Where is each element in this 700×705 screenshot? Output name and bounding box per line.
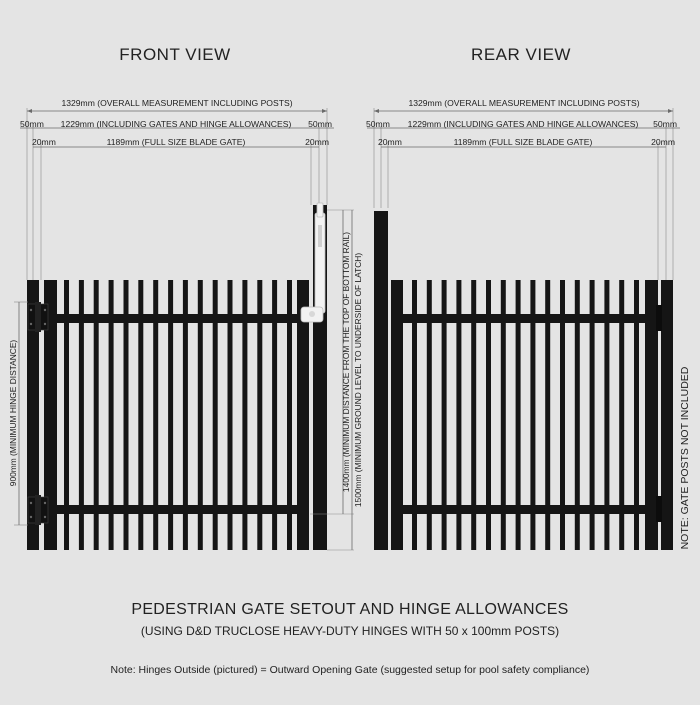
- front-dim-gap-left-label: 20mm: [32, 137, 56, 147]
- rear-dim-post-right-label: 50mm: [653, 119, 677, 129]
- rear-dim-gap-right-label: 20mm: [651, 137, 675, 147]
- front-dim-gap-right-label: 20mm: [305, 137, 329, 147]
- rear-view: [366, 45, 691, 550]
- front-dim-overall: [27, 98, 327, 113]
- diagram-subtitle: (USING D&D TRUCLOSE HEAVY-DUTY HINGES WITH 50 x 100mm POSTS): [140, 624, 560, 638]
- rear-dim-gates: [366, 119, 680, 129]
- front-dim-blade-label: 1189mm (FULL SIZE BLADE GATE): [106, 137, 246, 147]
- front-bottom-rail: [44, 505, 306, 514]
- rear-hinge-post: [661, 280, 673, 550]
- front-top-rail: [44, 314, 306, 323]
- front-dim-gates: [20, 119, 334, 129]
- rear-bottom-rail: [391, 505, 655, 514]
- rear-latch-post: [374, 211, 388, 550]
- hinge-icon: [28, 495, 48, 525]
- front-gate: [27, 205, 327, 550]
- front-dim-latch-rail-label: 1400mm (MINIMUM DISTANCE FROM THE TOP OF BOTTOM RAIL): [341, 231, 351, 493]
- front-dim-post-left-label: 50mm: [20, 119, 44, 129]
- front-dim-blade: [32, 137, 329, 147]
- rear-view-title: REAR VIEW: [471, 45, 571, 64]
- footer-note: Note: Hinges Outside (pictured) = Outward Opening Gate (suggested setup for pool safety compliance): [110, 664, 590, 676]
- rear-dim-gap-left-label: 20mm: [378, 137, 402, 147]
- hinge-icon: [656, 305, 662, 331]
- rear-dim-overall: [374, 98, 673, 113]
- front-dim-latch-ground-label: 1500mm (MINIMUM GROUND LEVEL TO UNDERSIDE OF LATCH): [353, 252, 363, 508]
- front-view-title: FRONT VIEW: [119, 45, 231, 64]
- front-dim-overall-label: 1329mm (OVERALL MEASUREMENT INCLUDING POSTS): [61, 98, 293, 108]
- rear-dim-blade-label: 1189mm (FULL SIZE BLADE GATE): [453, 137, 593, 147]
- diagram-title: PEDESTRIAN GATE SETOUT AND HINGE ALLOWANCES: [131, 601, 569, 618]
- hinge-icon: [28, 302, 48, 332]
- hinge-icon: [656, 496, 662, 522]
- rear-dim-overall-label: 1329mm (OVERALL MEASUREMENT INCLUDING POSTS): [408, 98, 640, 108]
- front-dim-hinge: [8, 302, 28, 525]
- rear-dim-post-left-label: 50mm: [366, 119, 390, 129]
- front-extension-lines: [27, 108, 327, 280]
- rear-dim-gates-label: 1229mm (INCLUDING GATES AND HINGE ALLOWANCES): [407, 119, 639, 129]
- front-dim-hinge-label: 900mm (MINIMUM HINGE DISTANCE): [8, 339, 18, 487]
- front-dim-gates-label: 1229mm (INCLUDING GATES AND HINGE ALLOWANCES): [60, 119, 292, 129]
- front-view: [8, 45, 363, 550]
- rear-gate: [374, 211, 673, 550]
- rear-side-note: NOTE: GATE POSTS NOT INCLUDED: [679, 366, 691, 550]
- rear-dim-blade: [378, 137, 675, 147]
- rear-top-rail: [391, 314, 655, 323]
- front-dim-post-right-label: 50mm: [308, 119, 332, 129]
- rear-extension-lines: [374, 108, 673, 280]
